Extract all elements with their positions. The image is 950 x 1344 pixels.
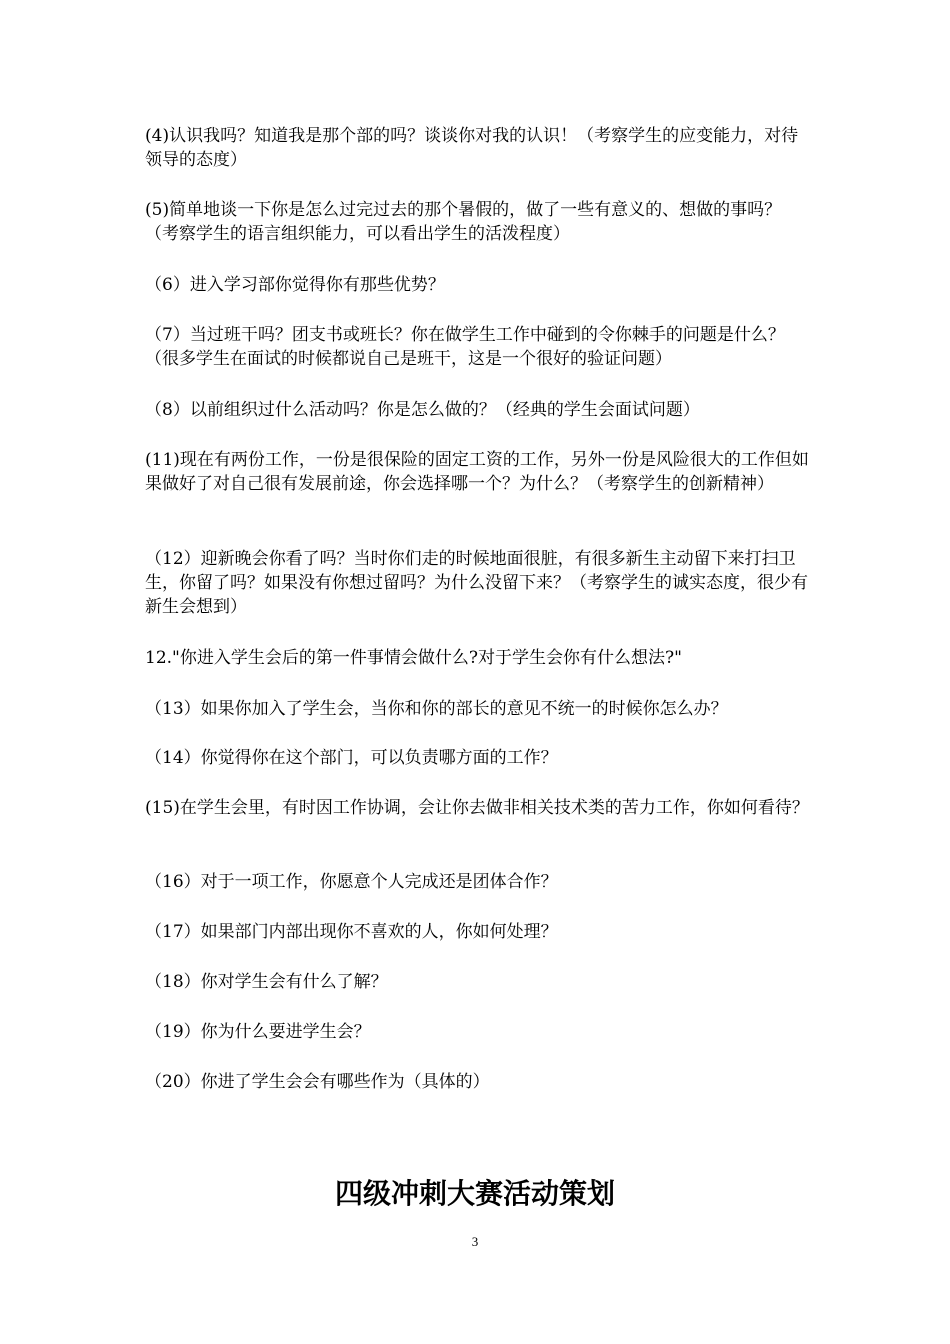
question-17: （17）如果部门内部出现你不喜欢的人，你如何处理？ (145, 922, 558, 942)
question-15: (15)在学生会里，有时因工作协调，会让你去做非相关技术类的苦力工作，你如何看待？ (145, 798, 809, 818)
question-4: (4)认识我吗？知道我是那个部的吗？谈谈你对我的认识！（考察学生的应变能力，对待领导的态度） (145, 126, 799, 170)
question-14: （14）你觉得你在这个部门，可以负责哪方面的工作？ (145, 748, 558, 768)
page-number: 3 (471, 1234, 479, 1249)
question-20: （20）你进了学生会会有哪些作为（具体的） (145, 1072, 490, 1092)
section-title: 四级冲刺大赛活动策划 (334, 1177, 615, 1210)
question-18: （18）你对学生会有什么了解？ (145, 972, 388, 992)
question-12-alt: 12."你进入学生会后的第一件事情会做什么?对于学生会你有什么想法?" (145, 648, 682, 668)
question-12: （12）迎新晚会你看了吗？当时你们走的时候地面很脏，有很多新生主动留下来打扫卫生，你留了吗？如果没有你想过留吗？为什么没留下来？（考察学生的诚实态度，很少有新生会想到） (145, 549, 808, 617)
question-6: （6）进入学习部你觉得你有那些优势？ (145, 275, 445, 295)
question-19: （19）你为什么要进学生会？ (145, 1022, 371, 1042)
question-11: (11)现在有两份工作，一份是很保险的固定工资的工作，另外一份是风险很大的工作但如果做好了对自己很有发展前途，你会选择哪一个？为什么？（考察学生的创新精神） (145, 450, 809, 494)
question-7: （7）当过班干吗？团支书或班长？你在做学生工作中碰到的令你棘手的问题是什么？（很多学生在面试的时候都说自己是班干，这是一个很好的验证问题） (145, 325, 785, 369)
question-5: (5)简单地谈一下你是怎么过完过去的那个暑假的，做了一些有意义的、想做的事吗？（考察学生的语言组织能力，可以看出学生的活泼程度） (145, 200, 782, 244)
question-8: （8）以前组织过什么活动吗？你是怎么做的？（经典的学生会面试问题） (145, 400, 700, 420)
question-16: （16）对于一项工作，你愿意个人完成还是团体合作？ (145, 872, 558, 892)
question-13: （13）如果你加入了学生会，当你和你的部长的意见不统一的时候你怎么办？ (145, 699, 728, 719)
